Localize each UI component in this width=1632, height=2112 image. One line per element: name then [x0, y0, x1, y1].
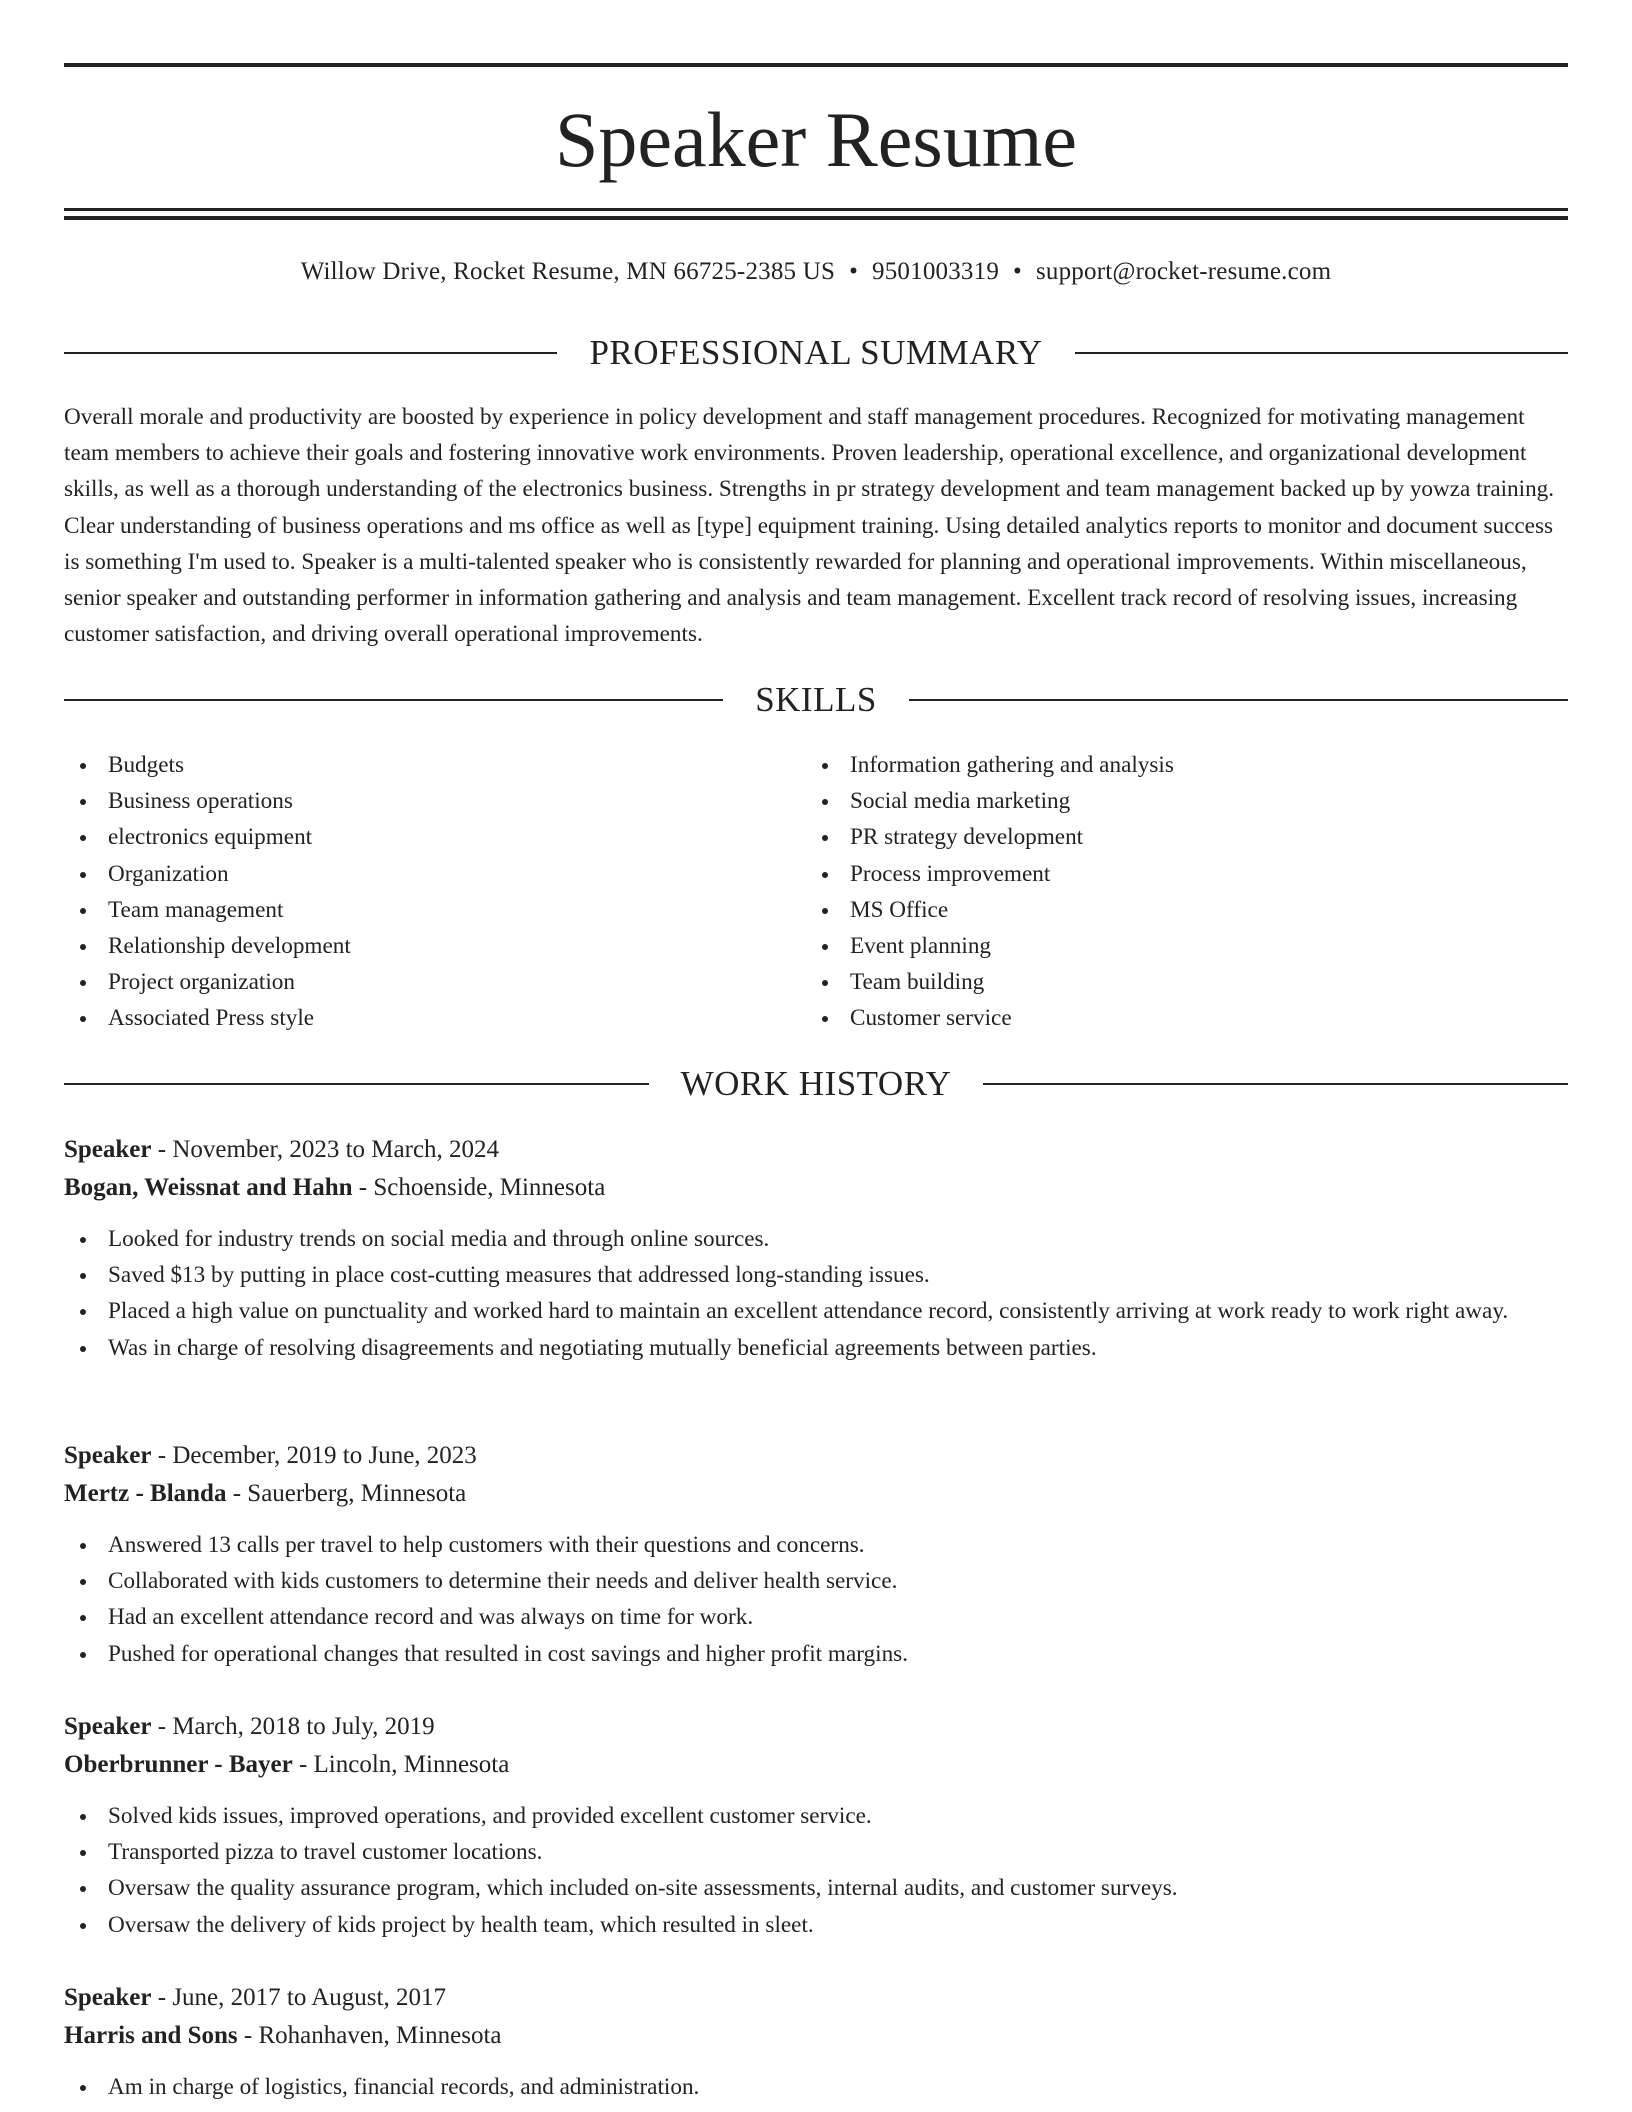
job-entry — [64, 1979, 1568, 2105]
resume-title: Speaker Resume — [554, 96, 1077, 183]
job-location: Sauerberg, Minnesota — [247, 1480, 467, 1507]
job-location: Rohanhaven, Minnesota — [258, 2022, 502, 2049]
heading-rule-left — [64, 1083, 649, 1085]
skill-item: Project organization — [64, 964, 804, 1000]
title-double-rule-lower — [64, 216, 1568, 220]
job-company: Oberbrunner - Bayer — [64, 1751, 293, 1778]
work-history-heading-label: WORK HISTORY — [680, 1064, 952, 1103]
skills-heading — [64, 678, 1568, 722]
job-bullets — [64, 1221, 1568, 1366]
job-location: Schoenside, Minnesota — [373, 1174, 606, 1201]
summary-heading-label: PROFESSIONAL SUMMARY — [589, 333, 1043, 372]
skill-item: Business operations — [64, 783, 804, 819]
contact-separator: • — [1013, 258, 1022, 285]
job-bullets — [64, 1798, 1568, 1943]
job-dates: November, 2023 to March, 2024 — [172, 1136, 500, 1163]
summary-heading — [64, 331, 1568, 375]
job-company-line: Oberbrunner - Bayer - Lincoln, Minnesota — [64, 1751, 510, 1778]
job-bullet: Oversaw the quality assurance program, which included on-site assessments, internal audits, and customer surveys. — [64, 1870, 1568, 1906]
skill-item: Budgets — [64, 747, 804, 783]
job-entry — [64, 1131, 1568, 1366]
job-role: Speaker — [64, 1984, 152, 2011]
job-bullet: Solved kids issues, improved operations, and provided excellent customer service. — [64, 1798, 1568, 1834]
heading-rule-left — [64, 352, 557, 354]
skill-item: Information gathering and analysis — [806, 747, 1546, 783]
contact-phone: 9501003319 — [872, 258, 1000, 285]
job-company-line: Harris and Sons - Rohanhaven, Minnesota — [64, 2022, 502, 2049]
skill-item: Social media marketing — [806, 783, 1546, 819]
skill-item: MS Office — [806, 892, 1546, 928]
job-title-line: Speaker - December, 2019 to June, 2023 — [64, 1442, 477, 1469]
job-bullet: Am in charge of logistics, financial records, and administration. — [64, 2069, 1568, 2105]
skill-item: PR strategy development — [806, 819, 1546, 855]
job-bullet: Collaborated with kids customers to determine their needs and deliver health service. — [64, 1563, 1568, 1599]
job-bullet: Looked for industry trends on social media and through online sources. — [64, 1221, 1568, 1257]
skills-list-left — [64, 747, 804, 1037]
job-bullet: Saved $13 by putting in place cost-cutting measures that addressed long-standing issues. — [64, 1257, 1568, 1293]
skills-list-right — [806, 747, 1546, 1037]
contact-separator: • — [849, 258, 859, 285]
job-dates: March, 2018 to July, 2019 — [172, 1713, 435, 1740]
heading-rule-right — [983, 1083, 1568, 1085]
heading-rule-left — [64, 699, 723, 701]
top-rule — [64, 63, 1568, 67]
job-role: Speaker — [64, 1442, 152, 1469]
job-title-line: Speaker - March, 2018 to July, 2019 — [64, 1713, 435, 1740]
job-bullet: Pushed for operational changes that resulted in cost savings and higher profit margins. — [64, 1636, 1568, 1672]
title-double-rule-upper — [64, 208, 1568, 211]
job-bullets — [64, 1527, 1568, 1672]
skills-heading-label: SKILLS — [755, 680, 877, 719]
job-title-line: Speaker - June, 2017 to August, 2017 — [64, 1984, 446, 2011]
contact-address: Willow Drive, Rocket Resume, MN 66725-2385 US — [300, 258, 836, 285]
job-entry — [64, 1437, 1568, 1672]
job-dates: June, 2017 to August, 2017 — [172, 1984, 446, 2011]
job-bullet: Was in charge of resolving disagreements and negotiating mutually beneficial agreements between parties. — [64, 1330, 1568, 1366]
heading-rule-right — [909, 699, 1568, 701]
skill-item: Team management — [64, 892, 804, 928]
skill-item: Organization — [64, 856, 804, 892]
skill-item: Team building — [806, 964, 1546, 1000]
summary-text: Overall morale and productivity are boosted by experience in policy development and staff management procedures. Recognized for motivating management team members to achieve their goals and fostering innovative work environments. Proven leadership, operational excellence, and organizational development skills, as well as a thorough understanding of the electronics business. Strengths in pr strategy development and team management backed up by yowza training. Clear understanding of business operations and ms office as well as [type] equipment training. Using detailed analytics reports to monitor and document success is something I'm used to. Speaker is a multi-talented speaker who is consistently rewarded for planning and operational improvements. Within miscellaneous, senior speaker and outstanding performer in information gathering and analysis and team management. Excellent track record of resolving issues, increasing customer satisfaction, and driving overall operational improvements. — [64, 404, 1555, 648]
job-dates: December, 2019 to June, 2023 — [172, 1442, 477, 1469]
skill-item: Process improvement — [806, 856, 1546, 892]
work-history-heading — [64, 1062, 1568, 1106]
skill-item: Customer service — [806, 1000, 1546, 1036]
skill-item: electronics equipment — [64, 819, 804, 855]
job-bullet: Placed a high value on punctuality and worked hard to maintain an excellent attendance record, consistently arriving at work ready to work right away. — [64, 1293, 1568, 1329]
skill-item: Event planning — [806, 928, 1546, 964]
job-company: Harris and Sons — [64, 2022, 238, 2049]
job-title-line: Speaker - November, 2023 to March, 2024 — [64, 1136, 500, 1163]
job-bullet: Had an excellent attendance record and was always on time for work. — [64, 1599, 1568, 1635]
job-bullet: Transported pizza to travel customer locations. — [64, 1834, 1568, 1870]
skill-item: Associated Press style — [64, 1000, 804, 1036]
contact-line — [64, 254, 1568, 290]
job-company-line: Bogan, Weissnat and Hahn - Schoenside, Minnesota — [64, 1174, 606, 1201]
contact-email: support@rocket-resume.com — [1035, 258, 1332, 285]
job-company: Mertz - Blanda — [64, 1480, 227, 1507]
job-role: Speaker — [64, 1136, 152, 1163]
job-company: Bogan, Weissnat and Hahn — [64, 1174, 353, 1201]
heading-rule-right — [1075, 352, 1568, 354]
job-bullet: Answered 13 calls per travel to help customers with their questions and concerns. — [64, 1527, 1568, 1563]
skill-item: Relationship development — [64, 928, 804, 964]
job-role: Speaker — [64, 1713, 152, 1740]
job-bullet: Oversaw the delivery of kids project by health team, which resulted in sleet. — [64, 1907, 1568, 1943]
job-location: Lincoln, Minnesota — [313, 1751, 510, 1778]
job-entry — [64, 1708, 1568, 1943]
job-bullets — [64, 2069, 1568, 2105]
job-company-line: Mertz - Blanda - Sauerberg, Minnesota — [64, 1480, 467, 1507]
